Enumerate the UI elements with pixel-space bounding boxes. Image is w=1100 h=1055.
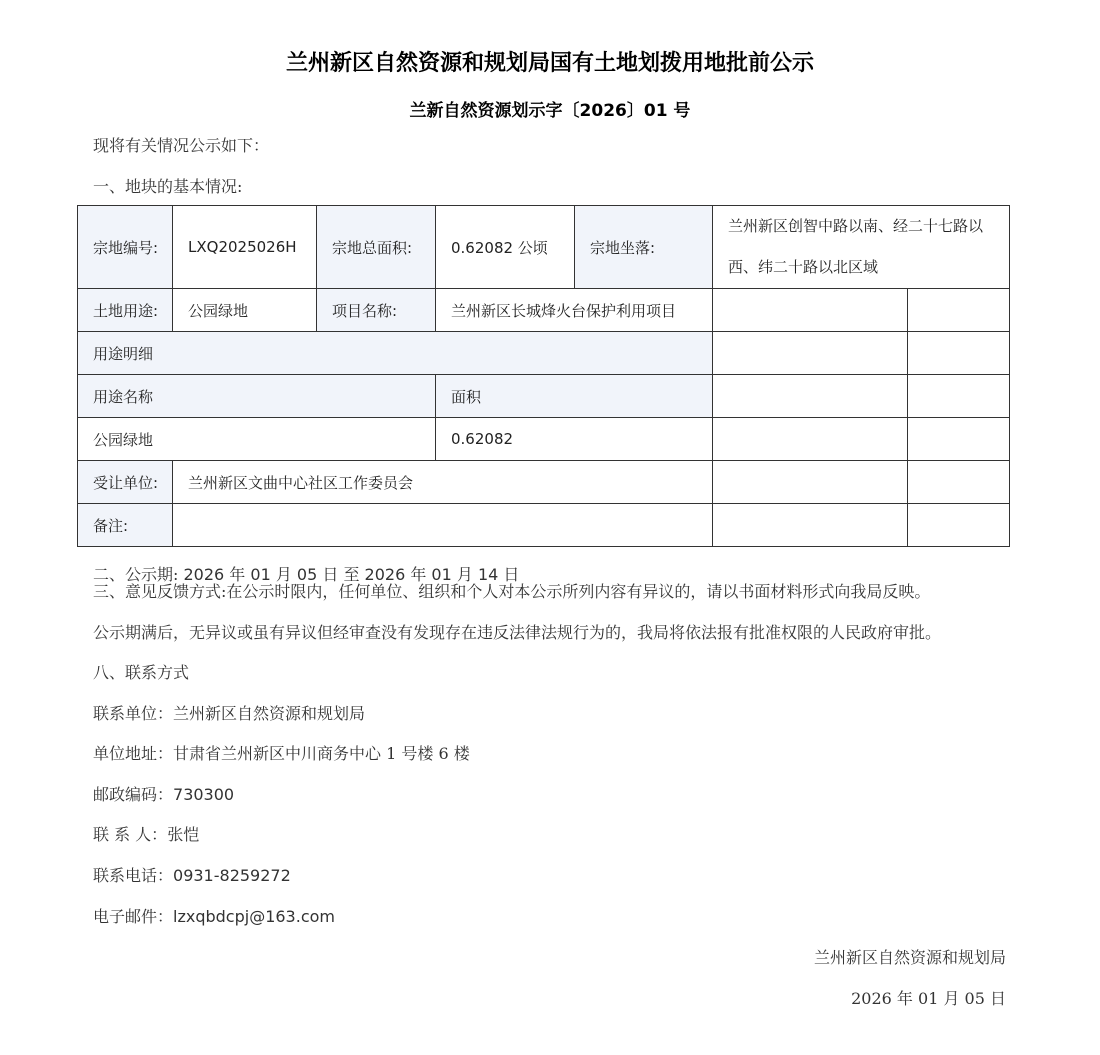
contact-postcode-value: 730300 [173, 785, 235, 804]
empty-cell [713, 289, 908, 332]
contact-email-label: 电子邮件： [93, 907, 174, 926]
land-use-value: 公园绿地 [173, 289, 317, 332]
parcel-number-value: LXQ2025026H [173, 206, 317, 289]
recipient-label: 受让单位: [78, 461, 173, 504]
contact-email-value[interactable]: lzxqbdcpj@163.com [173, 907, 335, 926]
parcel-number-label: 宗地编号: [78, 206, 173, 289]
use-detail-label: 用途明细 [78, 332, 713, 375]
location-line-2: 西、纬二十路以北区域 [728, 258, 879, 276]
contact-phone [93, 863, 291, 886]
project-name-value: 兰州新区长城烽火台保护利用项目 [436, 289, 713, 332]
intro-text: 现将有关情况公示如下： [93, 136, 270, 155]
detail-area-value: 0.62082 [436, 418, 713, 461]
project-name-label: 项目名称: [317, 289, 436, 332]
contact-person [93, 822, 199, 845]
detail-use-value: 公园绿地 [78, 418, 436, 461]
expiry-statement: 公示期满后，无异议或虽有异议但经审查没有发现存在违反法律法规行为的，我局将依法报有批准权限的人民政府审批。 [93, 623, 942, 642]
empty-cell [713, 418, 908, 461]
issue-date: 2026 年 01 月 05 日 [851, 989, 1006, 1008]
use-name-header: 用途名称 [78, 375, 436, 418]
contact-postcode [93, 782, 234, 805]
table-row [78, 418, 1010, 461]
empty-cell [713, 332, 908, 375]
document-number: 兰新自然资源划示字〔2026〕01 号 [409, 101, 691, 121]
contact-email [93, 904, 335, 927]
feedback-method: 三、意见反馈方式:在公示时限内，任何单位、组织和个人对本公示所列内容有异议的，请以书面材料形式向我局反映。 [93, 582, 931, 601]
document-title: 兰州新区自然资源和规划局国有土地划拨用地批前公示 [285, 51, 814, 76]
empty-cell [713, 504, 908, 547]
empty-cell [713, 461, 908, 504]
contact-address-value: 甘肃省兰州新区中川商务中心 1 号楼 6 楼 [173, 744, 470, 763]
empty-cell [908, 504, 1010, 547]
contact-person-label: 联 系 人： [93, 825, 168, 844]
publicity-period-value: 2026 年 01 月 05 日 至 2026 年 01 月 14 日 [183, 565, 520, 584]
table-row [78, 504, 1010, 547]
remarks-value [173, 504, 713, 547]
land-use-label: 土地用途: [78, 289, 173, 332]
empty-cell [908, 418, 1010, 461]
table-row [78, 461, 1010, 504]
location-value [713, 206, 1010, 289]
table-row [78, 332, 1010, 375]
recipient-value: 兰州新区文曲中心社区工作委员会 [173, 461, 713, 504]
area-header: 面积 [436, 375, 713, 418]
issuer-signature: 兰州新区自然资源和规划局 [813, 948, 1006, 967]
empty-cell [908, 461, 1010, 504]
publicity-period-label: 二、公示期: [93, 565, 179, 584]
empty-cell [908, 332, 1010, 375]
empty-cell [908, 375, 1010, 418]
table-row [78, 375, 1010, 418]
contact-phone-label: 联系电话： [93, 866, 174, 885]
table-row [78, 206, 1010, 289]
contact-unit-label: 联系单位： [93, 704, 174, 723]
contact-unit [93, 701, 365, 724]
total-area-value: 0.62082 公顷 [436, 206, 575, 289]
contact-phone-value: 0931-8259272 [173, 866, 291, 885]
contact-postcode-label: 邮政编码： [93, 785, 174, 804]
empty-cell [908, 289, 1010, 332]
location-line-1: 兰州新区创智中路以南、经二十七路以 [728, 217, 984, 235]
location-label: 宗地坐落: [575, 206, 713, 289]
contact-unit-value: 兰州新区自然资源和规划局 [173, 704, 366, 723]
empty-cell [713, 375, 908, 418]
table-row [78, 289, 1010, 332]
section-basic-info-heading: 一、地块的基本情况: [93, 177, 243, 196]
contact-person-value: 张恺 [167, 825, 200, 844]
contact-heading: 八、联系方式 [93, 663, 190, 682]
parcel-info-table [77, 205, 1010, 547]
remarks-label: 备注: [78, 504, 173, 547]
contact-address [93, 741, 470, 764]
total-area-label: 宗地总面积: [317, 206, 436, 289]
contact-address-label: 单位地址： [93, 744, 174, 763]
